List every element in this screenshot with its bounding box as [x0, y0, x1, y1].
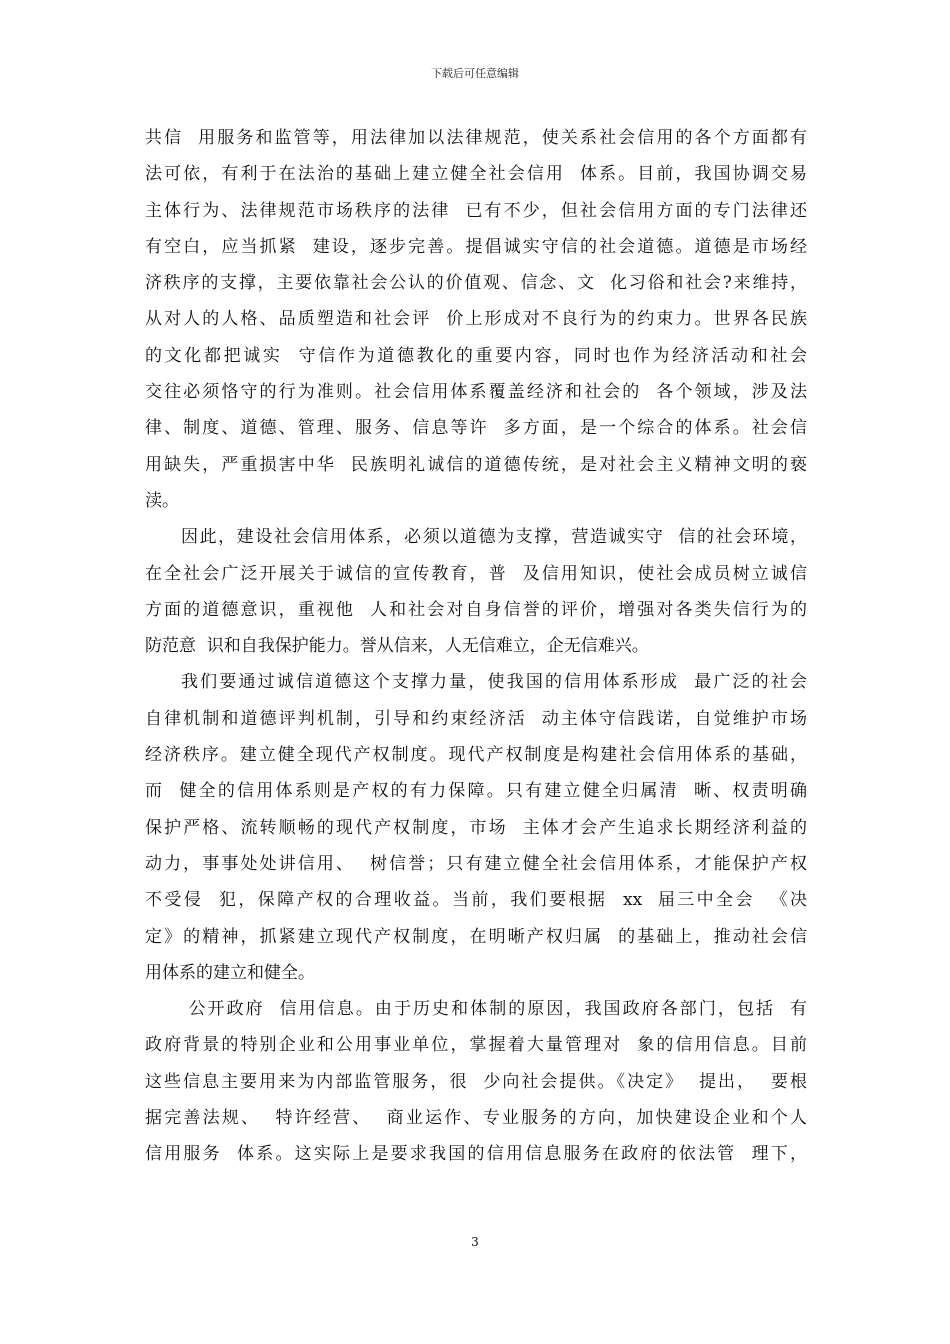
text-line: 经济秩序。建立健全现代产权制度。现代产权制度是构建社会信用体系的基础， — [145, 745, 807, 766]
text-line: 济秩序的支撑，主要依靠社会公认的价值观、信念、文 化习俗和社会?来维持， — [145, 273, 807, 294]
page-header: 下载后可任意编辑 — [431, 67, 519, 80]
text-line: 律、制度、道德、管理、服务、信息等许 多方面，是一个综合的体系。社会信 — [145, 418, 807, 439]
text-line: 交往必须恪守的行为准则。社会信用体系覆盖经济和社会的 各个领域，涉及法 — [145, 382, 807, 403]
text-line: 法可依，有利于在法治的基础上建立健全社会信用 体系。目前，我国协调交易 — [145, 164, 807, 185]
paragraph-end-line: 渎。 — [145, 490, 179, 511]
text-line: 的文化都把诚实 守信作为道德教化的重要内容，同时也作为经济活动和社会 — [145, 345, 807, 366]
text-line: 方面的道德意识，重视他 人和社会对自身信誉的评价，增强对各类失信行为的 — [145, 599, 807, 620]
text-line: 自律机制和道德评判机制，引导和约束经济活 动主体守信践诺，自觉维护市场 — [145, 708, 807, 729]
text-line: 这些信息主要用来为内部监管服务，很 少向社会提供。《决定》 提出， 要根 — [145, 1071, 807, 1092]
text-line: 信用服务 体系。这实际上是要求我国的信用信息服务在政府的依法管 理下， — [145, 1144, 807, 1165]
text-line: 政府背景的特别企业和公用事业单位，掌握着大量管理对 象的信用信息。目前 — [145, 1035, 807, 1056]
text-line: 动力，事事处处讲信用、 树信誉；只有建立健全社会信用体系，才能保护产权 — [145, 853, 807, 874]
paragraph-first-line: 公开政府 信用信息。由于历史和体制的原因，我国政府各部门，包括 有 — [181, 999, 807, 1020]
text-line: 用缺失，严重损害中华 民族明礼诚信的道德传统，是对社会主义精神文明的亵 — [145, 454, 807, 475]
text-line: 从对人的人格、品质塑造和社会评 价上形成对不良行为的约束力。世界各民族 — [145, 309, 807, 330]
paragraph-end-line: 用体系的建立和健全。 — [145, 962, 315, 983]
paragraph-first-line: 我们要通过诚信道德这个支撑力量，使我国的信用体系形成 最广泛的社会 — [181, 672, 807, 693]
text-line: 保护严格、流转顺畅的现代产权制度，市场 主体才会产生追求长期经济利益的 — [145, 817, 807, 838]
text-line: 主体行为、法律规范市场秩序的法律 已有不少，但社会信用方面的专门法律还 — [145, 200, 807, 221]
paragraph-first-line: 因此，建设社会信用体系，必须以道德为支撑，营造诚实守 信的社会环境， — [181, 527, 807, 548]
paragraph-end-line: 防范意 识和自我保护能力。誉从信来，人无信难立，企无信难兴。 — [145, 636, 649, 657]
text-line: 共信 用服务和监管等，用法律加以法律规范，使关系社会信用的各个方面都有 — [145, 128, 807, 148]
document-body — [145, 120, 807, 1173]
page-number: 3 — [471, 1235, 479, 1249]
text-line: 有空白，应当抓紧 建设，逐步完善。提倡诚实守信的社会道德。道德是市场经 — [145, 236, 807, 257]
text-line: 在全社会广泛开展关于诚信的宣传教育，普 及信用知识，使社会成员树立诚信 — [145, 563, 807, 584]
text-line: 不受侵 犯，保障产权的合理收益。当前，我们要根据 xx 届三中全会 《决 — [145, 890, 807, 911]
text-line: 而 健全的信用体系则是产权的有力保障。只有建立健全归属清 晰、权责明确 — [145, 781, 807, 802]
text-line: 据完善法规、 特许经营、 商业运作、专业服务的方向，加快建设企业和个人 — [145, 1108, 807, 1129]
text-line: 定》的精神，抓紧建立现代产权制度，在明晰产权归属 的基础上，推动社会信 — [145, 926, 807, 947]
